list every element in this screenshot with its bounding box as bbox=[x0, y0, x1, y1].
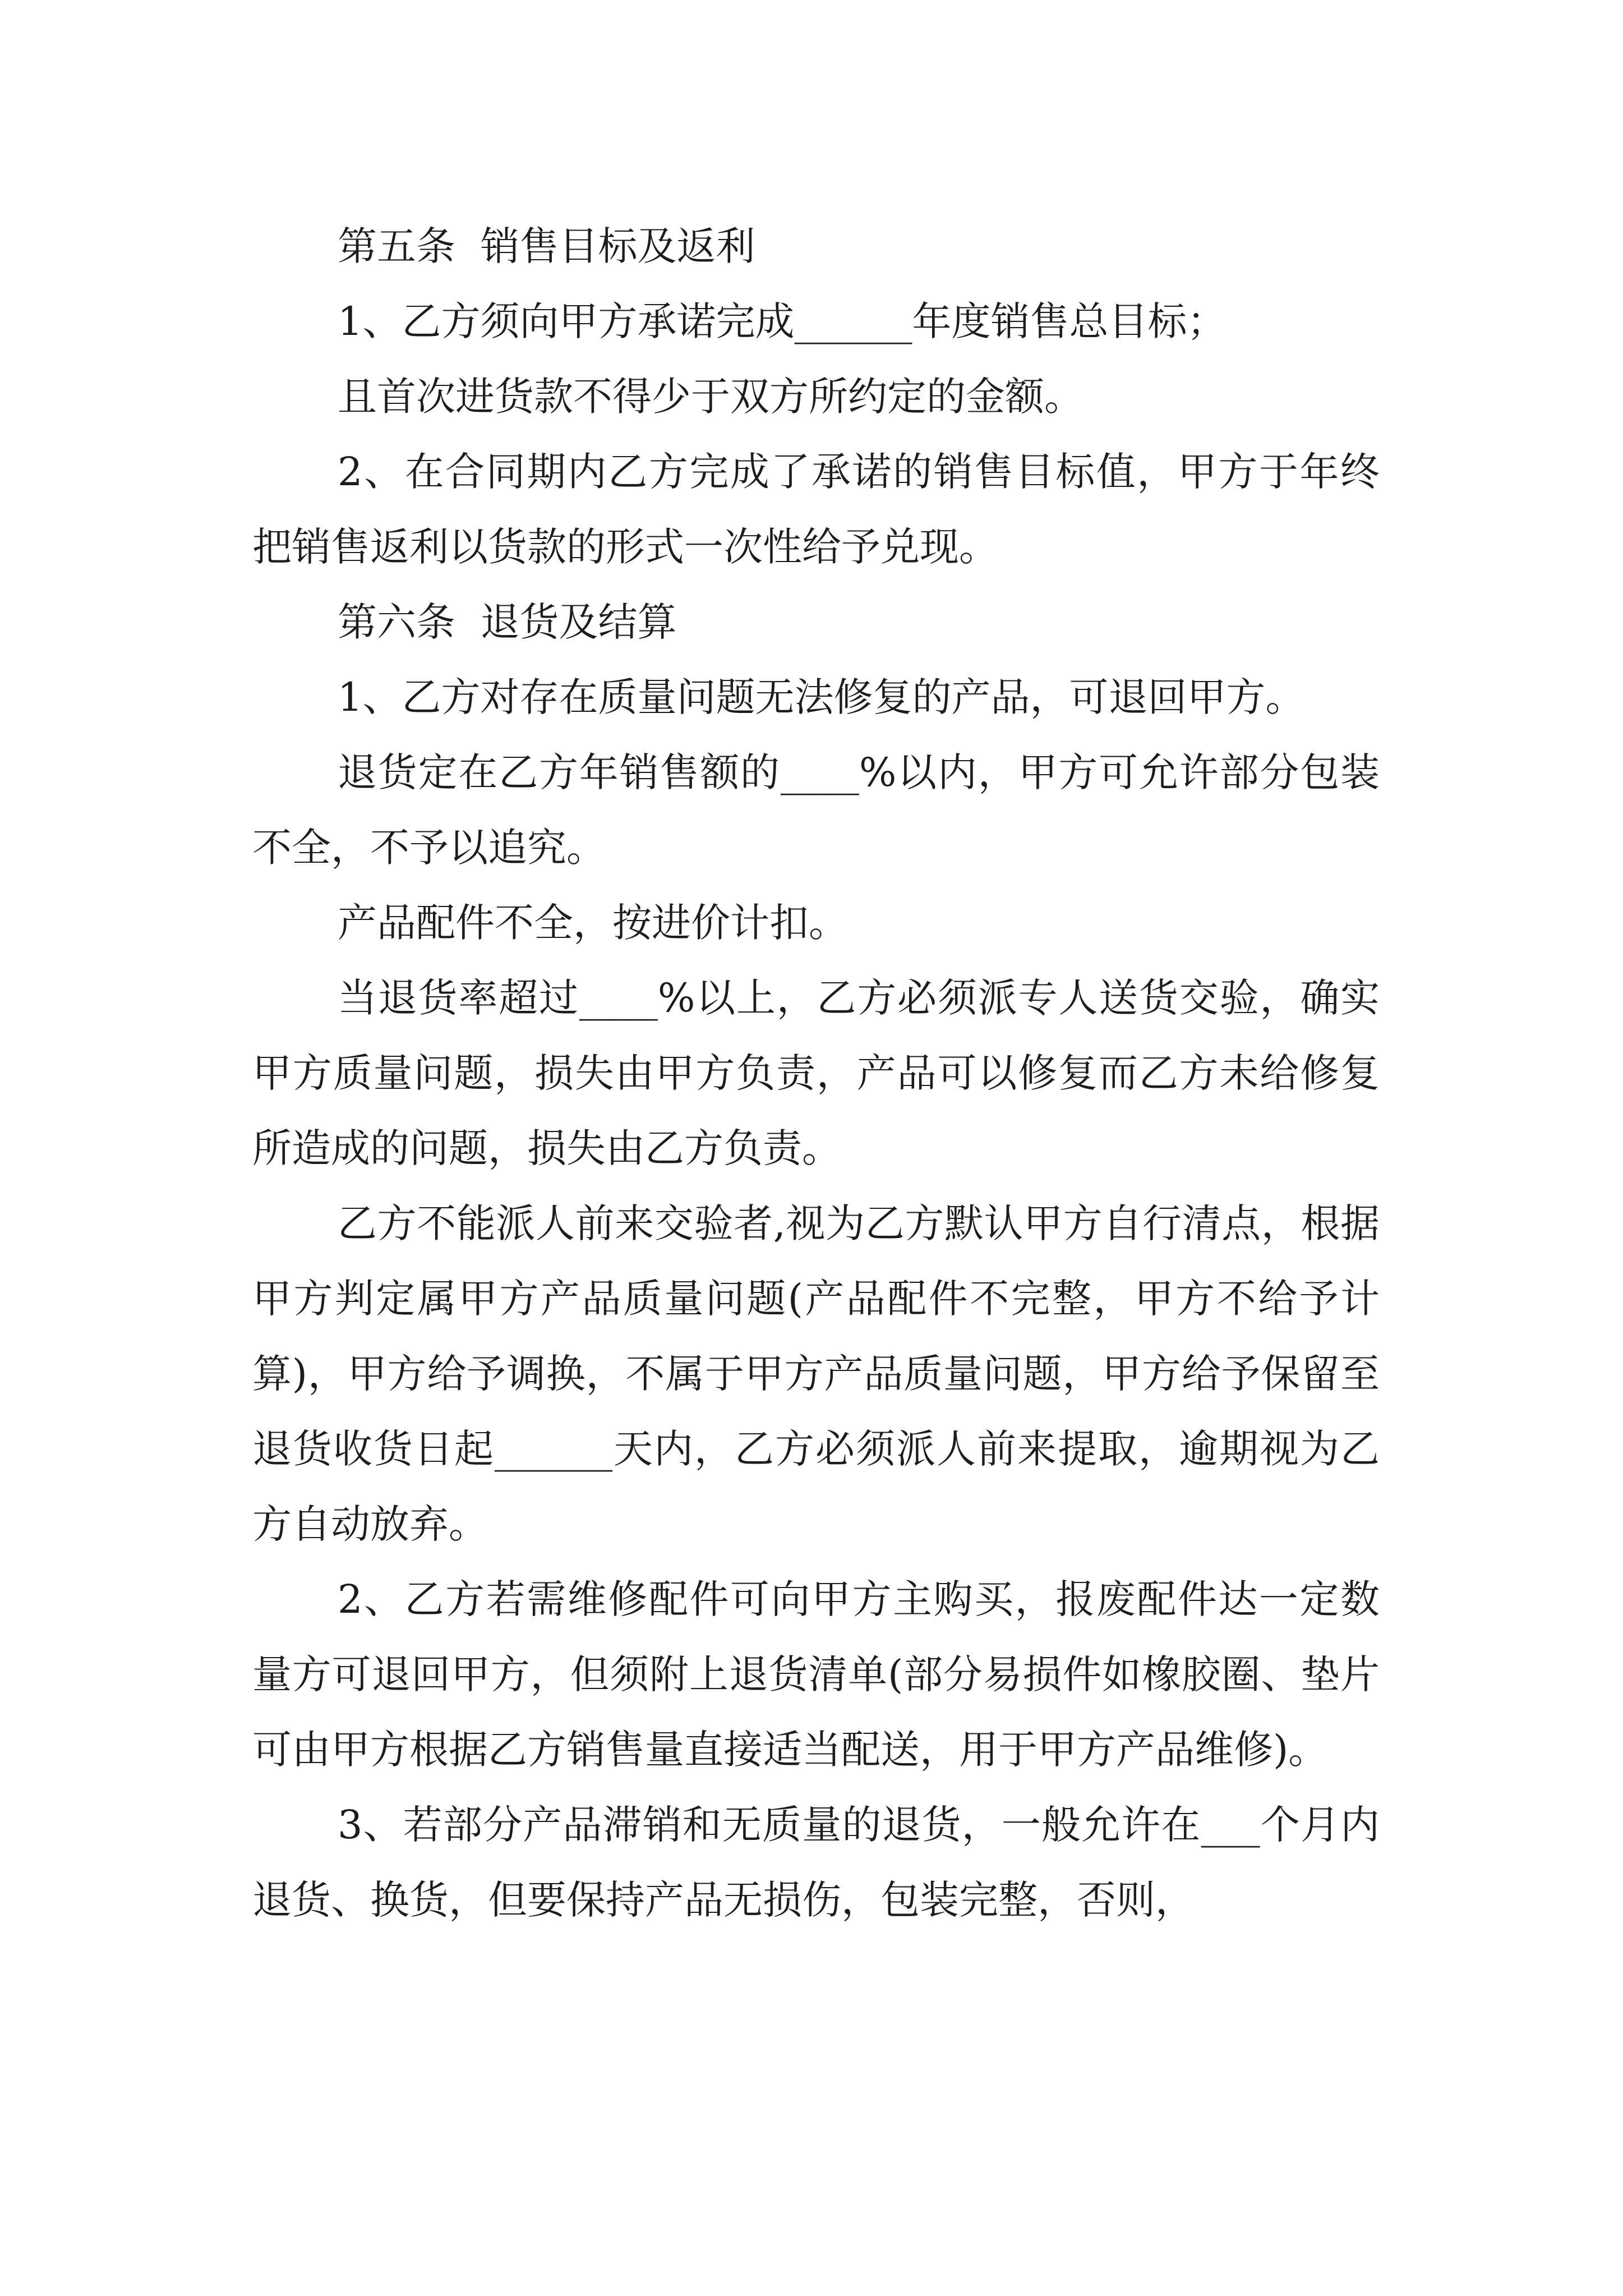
article-5-clause-1: 1、乙方须向甲方承诺完成______年度销售总目标； bbox=[338, 298, 1227, 344]
article-6-clause-3: 3、若部分产品滞销和无质量的退货，一般允许在___个月内退货、换货，但要保持产品无损伤，包装完整，否则， bbox=[252, 1802, 1380, 1923]
return-limit-paragraph: 退货定在乙方年销售额的____%以内，甲方可允许部分包装不全，不予以追究。 bbox=[252, 749, 1380, 871]
parts-incomplete-paragraph: 产品配件不全，按进价计扣。 bbox=[338, 900, 848, 946]
article-6-clause-1: 1、乙方对存在质量问题无法修复的产品，可退回甲方。 bbox=[338, 674, 1305, 720]
inspection-paragraph: 乙方不能派人前来交验者,视为乙方默认甲方自行清点，根据甲方判定属甲方产品质量问题(产品配件不完整，甲方不给予计算)，甲方给予调换，不属于甲方产品质量问题，甲方给予保留至退货收货日起______天内，乙方必须派人前来提取，逾期视为乙方自动放弃。 bbox=[252, 1200, 1380, 1547]
article-5-heading: 第五条 销售目标及返利 bbox=[338, 223, 755, 269]
article-6-heading: 第六条 退货及结算 bbox=[338, 599, 677, 645]
article-6-clause-2: 2、乙方若需维修配件可向甲方主购买，报废配件达一定数量方可退回甲方，但须附上退货清单(部分易损件如橡胶圈、垫片可由甲方根据乙方销售量直接适当配送，用于甲方产品维修)。 bbox=[252, 1576, 1380, 1773]
article-5-clause-2: 2、在合同期内乙方完成了承诺的销售目标值，甲方于年终把销售返利以货款的形式一次性给予兑现。 bbox=[252, 449, 1380, 570]
return-rate-paragraph: 当退货率超过____%以上，乙方必须派专人送货交验，确实甲方质量问题，损失由甲方负责，产品可以修复而乙方未给修复所造成的问题，损失由乙方负责。 bbox=[252, 975, 1380, 1171]
document-body bbox=[252, 209, 1380, 1938]
article-5-clause-1-continued: 且首次进货款不得少于双方所约定的金额。 bbox=[338, 374, 1083, 420]
